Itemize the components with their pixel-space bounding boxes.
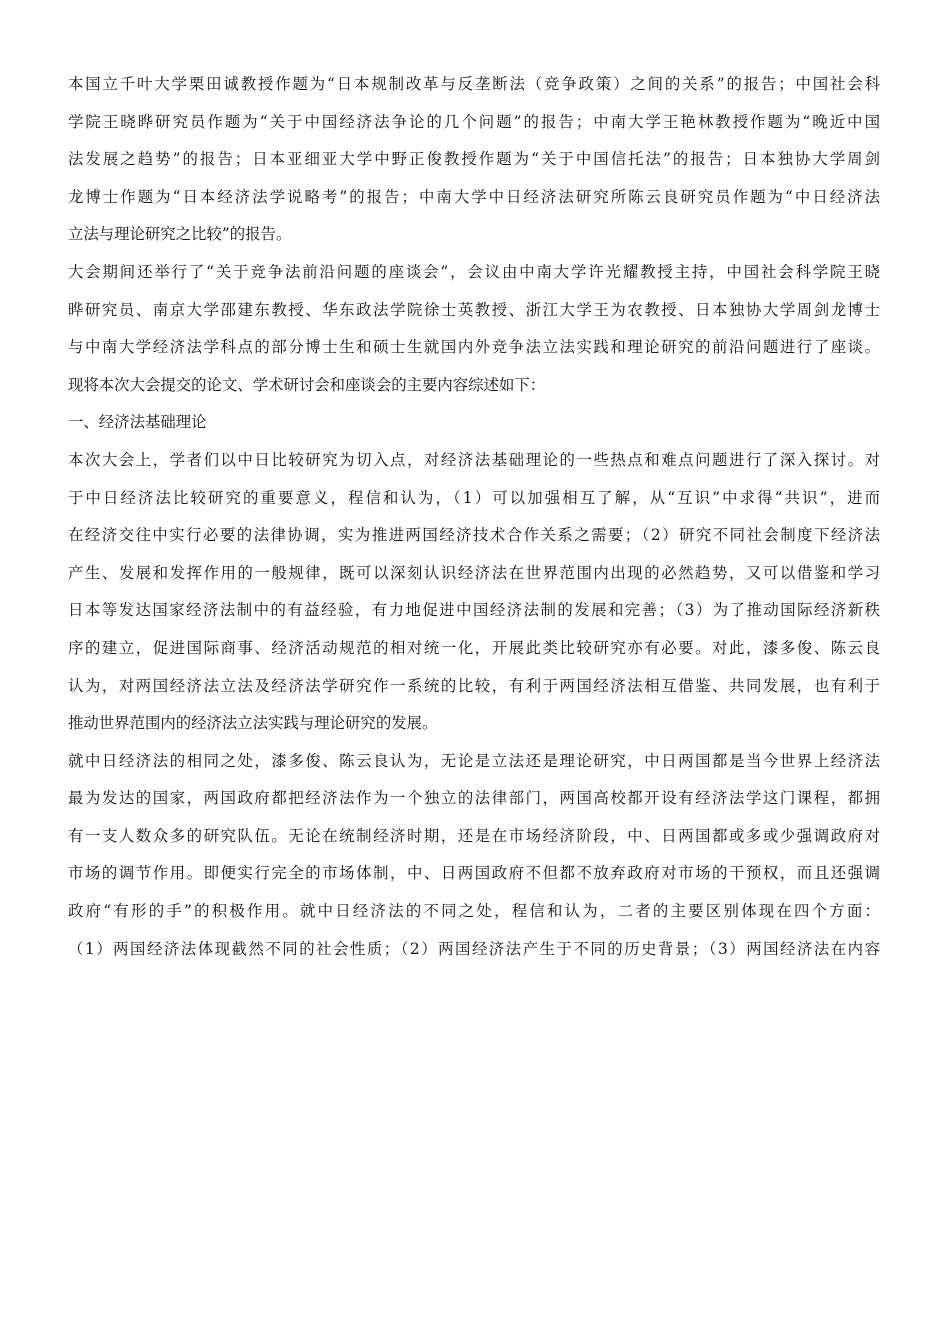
- paragraph-6: [68, 743, 880, 969]
- text-line: 序的建立，促进国际商事、经济活动规范的相对统一化，开展此类比较研究亦有必要。对此，漆多俊、陈云良: [68, 638, 880, 657]
- text-line: 本次大会上，学者们以中日比较研究为切入点，对经济法基础理论的一些热点和难点问题进行了深入探讨。对: [68, 450, 880, 469]
- text-line: 立法与理论研究之比较”的报告。: [68, 225, 292, 244]
- section-heading: [68, 404, 880, 442]
- text-line: 推动世界范围内的经济法立法实践与理论研究的发展。: [68, 714, 438, 733]
- heading-line: 一、经济法基础理论: [68, 413, 207, 432]
- text-line: 学院王晓晔研究员作题为“关于中国经济法争论的几个问题”的报告；中南大学王艳林教授作题为“晚近中国: [68, 112, 880, 131]
- text-line: 龙博士作题为“日本经济法学说略考”的报告；中南大学中日经济法研究所陈云良研究员作题为“中日经济法: [68, 187, 880, 206]
- text-line: 大会期间还举行了“关于竞争法前沿问题的座谈会”，会议由中南大学许光耀教授主持，中国社会科学院王晓: [68, 262, 880, 281]
- text-line: 最为发达的国家，两国政府都把经济法作为一个独立的法律部门，两国高校都开设有经济法学这门课程，都拥: [68, 789, 880, 808]
- text-line: 晔研究员、南京大学邵建东教授、华东政法学院徐士英教授、浙江大学王为农教授、日本独协大学周剑龙博士: [68, 300, 880, 319]
- text-line: 本国立千叶大学栗田诚教授作题为“日本规制改革与反垄断法（竞争政策）之间的关系”的报告；中国社会科: [68, 75, 880, 93]
- document-page: [68, 66, 880, 968]
- text-line: 与中南大学经济法学科点的部分博士生和硕士生就国内外竞争法立法实践和理论研究的前沿问题进行了座谈。: [68, 338, 880, 357]
- paragraph-2: [68, 254, 880, 367]
- paragraph-1: [68, 66, 880, 254]
- text-line: 现将本次大会提交的论文、学术研讨会和座谈会的主要内容综述如下：: [68, 375, 546, 394]
- text-line: 市场的调节作用。即便实行完全的市场体制，中、日两国政府不但都不放弃政府对市场的干预权，而且还强调: [68, 864, 880, 883]
- text-line: 就中日经济法的相同之处，漆多俊、陈云良认为，无论是立法还是理论研究，中日两国都是当今世界上经济法: [68, 751, 880, 770]
- paragraph-5: [68, 442, 880, 743]
- text-line: 政府“有形的手”的积极作用。就中日经济法的不同之处，程信和认为，二者的主要区别体现在四个方面：: [68, 902, 880, 921]
- text-line: （1）两国经济法体现截然不同的社会性质；（2）两国经济法产生于不同的历史背景；（3）两国经济法在内容: [68, 939, 880, 958]
- text-line: 在经济交往中实行必要的法律协调，实为推进两国经济技术合作关系之需要；（2）研究不同社会制度下经济法: [68, 526, 880, 545]
- text-line: 认为，对两国经济法立法及经济法学研究作一系统的比较，有利于两国经济法相互借鉴、共同发展，也有利于: [68, 676, 880, 695]
- text-line: 有一支人数众多的研究队伍。无论在统制经济时期，还是在市场经济阶段，中、日两国都或多或少强调政府对: [68, 826, 880, 845]
- text-line: 产生、发展和发挥作用的一般规律，既可以深刻认识经济法在世界范围内出现的必然趋势，又可以借鉴和学习: [68, 563, 880, 582]
- text-line: 法发展之趋势”的报告；日本亚细亚大学中野正俊教授作题为“关于中国信托法”的报告；日本独协大学周剑: [68, 150, 880, 169]
- paragraph-3: [68, 367, 880, 405]
- text-line: 日本等发达国家经济法制中的有益经验，有力地促进中国经济法制的发展和完善；（3）为了推动国际经济新秩: [68, 601, 880, 620]
- text-line: 于中日经济法比较研究的重要意义，程信和认为，（1）可以加强相互了解，从“互识”中求得“共识”，进而: [68, 488, 880, 507]
